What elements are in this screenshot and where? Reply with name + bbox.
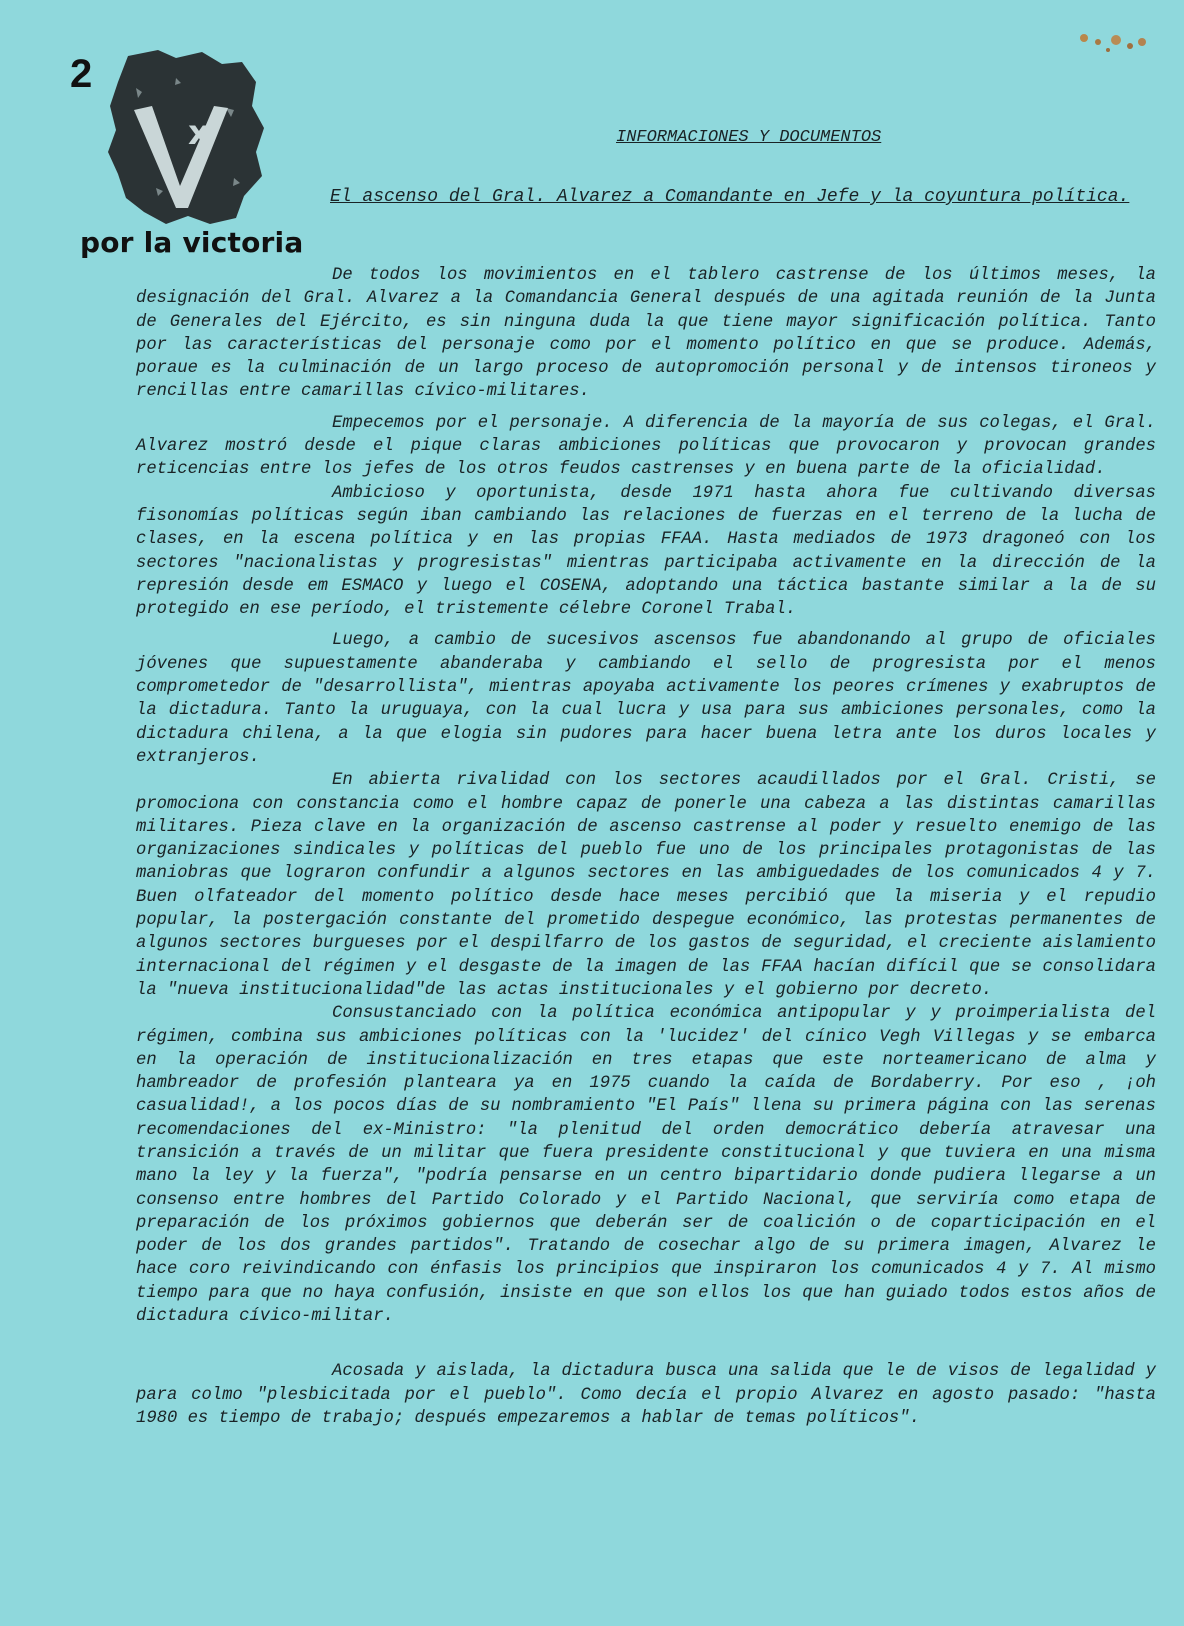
paragraph: Luego, a cambio de sucesivos ascensos fue abandonando al grupo de oficiales jóvenes que supuestamente abanderaba y cambiando el sello de progresista por el menos comprometedor de "desarrollista", mientras apoyaba activamente los peores crímenes y exabruptos de la dictadura. Tanto la uruguaya, con la cual lucra y usa para sus ambiciones personales, como la dictadura chilena, a la que elogia sin pudores para hacer buena letra ante los duros locales y extranjeros.	[136, 631, 1156, 767]
paragraph: Acosada y aislada, la dictadura busca una salida que le de visos de legalidad y para colmo "plesbicitada por el pueblo". Como decía el propio Alvarez en agosto pasado: "hasta 1980 es tiempo de trabajo; después empezaremos a hablar de temas políticos".	[136, 1362, 1156, 1428]
paragraph: Ambicioso y oportunista, desde 1971 hasta ahora fue cultivando diversas fisonomías políticas según iban cambiando las relaciones de fuerzas en el terreno de la lucha de clases, en la escena política y en las propias FFAA. Hasta mediados de 1973 dragoneó con los sectores "nacionalistas y progresistas" mientras participaba activamente en la dirección de la represión desde em ESMACO y luego el COSENA, adoptando una táctica bastante similar a la de su protegido en ese período, el tristemente célebre Coronel Trabal.	[136, 483, 1156, 620]
section-title: INFORMACIONES Y DOCUMENTOS	[616, 128, 882, 147]
por-la-victoria-logo	[106, 48, 266, 228]
logo-x-mark: x	[188, 113, 210, 153]
article-body	[136, 264, 1156, 1430]
paragraph: Consustanciado con la política económica antipopular y y proimperialista del régimen, combina sus ambiciones políticas con la 'lucidez' del cínico Vegh Villegas y se embarca en la operación de institucionalización en tres etapas que este norteamericano de alma y hambreador de profesión planteara ya en 1975 cuando la caída de Bordaberry. Por eso , ¡oh casualidad!, a los pocos días de su nombramiento "El País" llena su primera página con las serenas recomendaciones del ex-Ministro: "la plenitud del orden democrático debería atravesar una transición a través de un militar que fuera presidente constitucional y que tuviera en una misma mano la ley y la fuerza", "podría pensarse en un centro bipartidario donde pudiera llegarse a un consenso entre hombres del Partido Colorado y el Partido Nacional, que serviría como etapa de preparación de los próximos gobiernos que deberán ser de coalición o de coparticipación en el poder de los dos grandes partidos". Tratando de cosechar algo de su primera imagen, Alvarez le hace coro reivindicando con énfasis los principios que inspiraron los comunicados 4 y 7. Al mismo tiempo para que no haya confusión, insiste en que son ellos los que han guiado todos estos años de dictadura cívico-militar.	[136, 1004, 1156, 1327]
headline: El ascenso del Gral. Alvarez a Comandante en Jefe y la coyuntura política.	[330, 187, 1130, 207]
paragraph: En abierta rivalidad con los sectores acaudillados por el Gral. Cristi, se promociona con constancia como el hombre capaz de ponerle una cabeza a las distintas camarillas militares. Pieza clave en la organización de ascenso castrense al poder y resuelto enemigo de las organizaciones sindicales y políticas del pueblo fue uno de los principales protagonistas de las maniobras que lograron confundir a algunos sectores en las ambiguedades de los comunicados 4 y 7. Buen olfateador del momento político desde hace meses percibió que la miseria y el repudio popular, la postergación constante del prometido despegue económico, las protestas permanentes de algunos sectores burgueses por el despilfarro de los gastos de seguridad, el creciente aislamiento internacional del régimen y el desgaste de la imagen de las FFAA hacían difícil que se consolidara la "nueva institucionalidad"de las actas institucionales y el gobierno por decreto.	[136, 771, 1156, 1000]
brand-name: por la victoria	[80, 226, 304, 259]
paragraph: De todos los movimientos en el tablero castrense de los últimos meses, la designación del Gral. Alvarez a la Comandancia General después de una agitada reunión de la Junta de Generales del Ejército, es sin ninguna duda la que tiene mayor significación política. Tanto por las características del personaje como por el momento político en que se produce. Además, poraue es la culminación de un largo proceso de autopromoción personal y de intensos tironeos y rencillas entre camarillas cívico-militares.	[136, 266, 1156, 402]
paper-stain	[1064, 28, 1154, 58]
page-number: 2	[70, 52, 93, 96]
paragraph: Empecemos por el personaje. A diferencia de la mayoría de sus colegas, el Gral. Alvarez mostró desde el pique claras ambiciones políticas que provocaron y provocan grandes reticencias entre los jefes de los otros feudos castrenses y en buena parte de la oficialidad.	[136, 413, 1156, 480]
